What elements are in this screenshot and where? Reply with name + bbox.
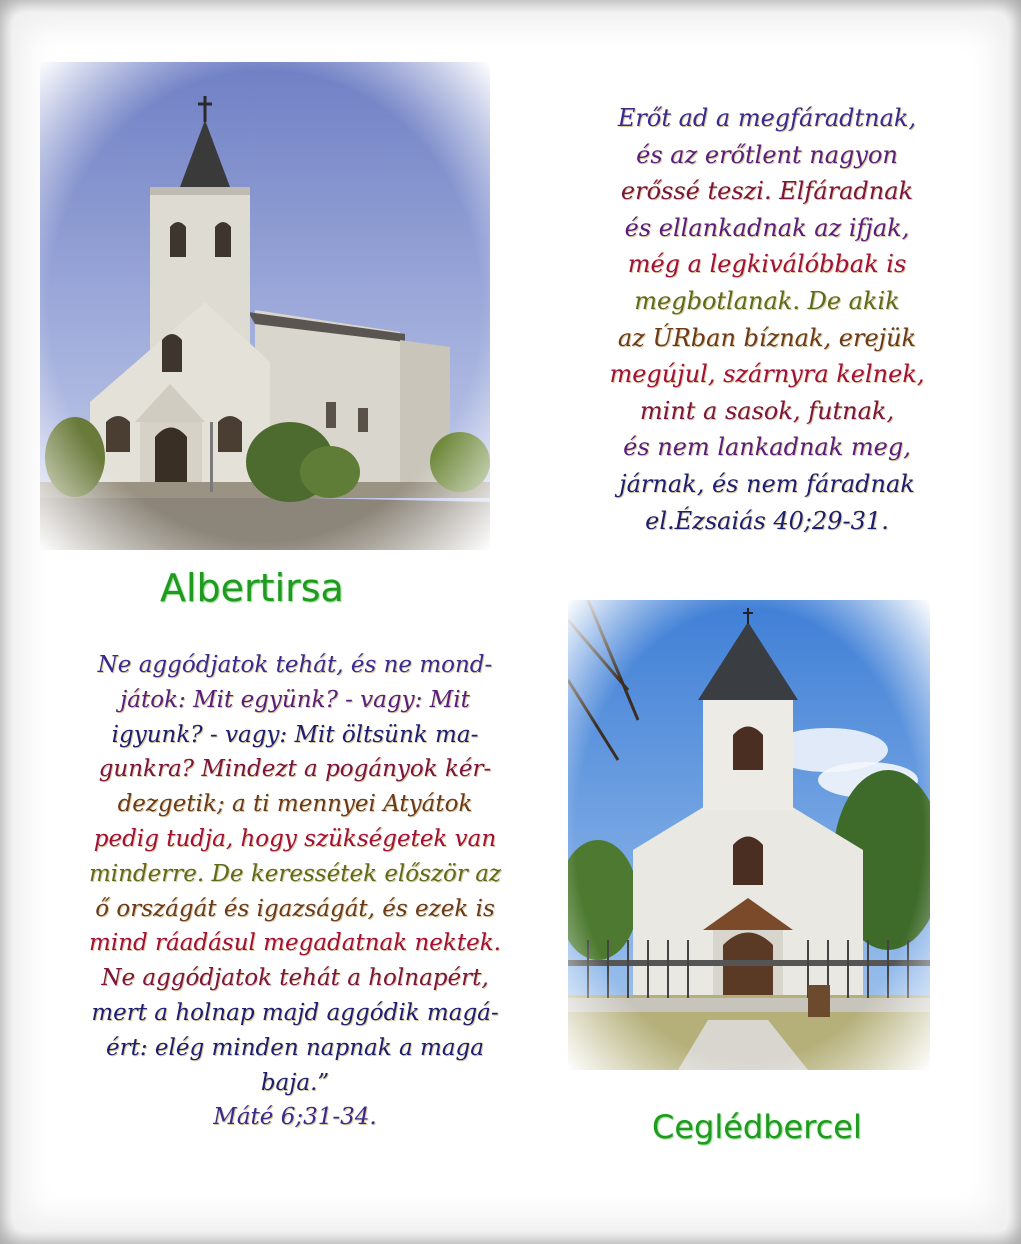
- verse-line: játok: Mit együnk? - vagy: Mit: [120, 686, 470, 713]
- verse-reference: Máté 6;31-34.: [213, 1104, 377, 1131]
- verse-line: mint a sasok, futnak,: [639, 396, 895, 425]
- verse-line: ő országát és igazságát, és ezek is: [95, 895, 495, 922]
- verse-line: erőssé teszi. Elfáradnak: [620, 177, 914, 206]
- verse-line: Ne aggódjatok tehát a holnapért,: [101, 965, 489, 992]
- verse-line: megbotlanak. De akik: [634, 286, 900, 315]
- verse-line: Erőt ad a megfáradtnak,: [617, 104, 917, 132]
- isaiah-verse: [572, 100, 962, 539]
- verse-line: és az erőtlent nagyon: [636, 140, 898, 169]
- verse-line: járnak, és nem fáradnak: [619, 469, 915, 498]
- verse-line: és ellankadnak az ifjak,: [624, 213, 910, 242]
- verse-line: megújul, szárnyra kelnek,: [609, 360, 925, 389]
- verse-reference: el.Ézsaiás 40;29-31.: [645, 506, 889, 535]
- verse-line: gunkra? Mindezt a pogányok kér-: [98, 756, 492, 783]
- church-illustration: [568, 600, 930, 1070]
- ceglédbercel-church-photo: [568, 600, 930, 1070]
- verse-line: pedig tudja, hogy szükségetek van: [93, 825, 497, 852]
- verse-line: baja.”: [260, 1069, 330, 1096]
- verse-line: dezgetik; a ti mennyei Atyátok: [117, 791, 473, 818]
- verse-line: ért: elég minden napnak a maga: [106, 1034, 484, 1061]
- verse-line: mind ráadásul megadatnak nektek.: [89, 930, 501, 957]
- verse-line: mert a holnap majd aggódik magá-: [91, 999, 499, 1026]
- verse-line: még a legkiválóbbak is: [627, 250, 907, 279]
- verse-line: minderre. De keressétek először az: [88, 860, 502, 887]
- verse-line: és nem lankadnak meg,: [623, 433, 911, 462]
- church-illustration: [40, 62, 490, 550]
- verse-line: Ne aggódjatok tehát, és ne mond-: [97, 652, 493, 678]
- verse-line: az ÚRban bíznak, erejük: [617, 323, 917, 352]
- verse-line: igyunk? - vagy: Mit öltsünk ma-: [111, 721, 479, 748]
- caption-ceglédbercel: Ceglédbercel: [652, 1108, 862, 1146]
- matthew-verse: [60, 648, 530, 1135]
- albertirsa-church-photo: [40, 62, 490, 550]
- caption-albertirsa: Albertirsa: [160, 566, 344, 610]
